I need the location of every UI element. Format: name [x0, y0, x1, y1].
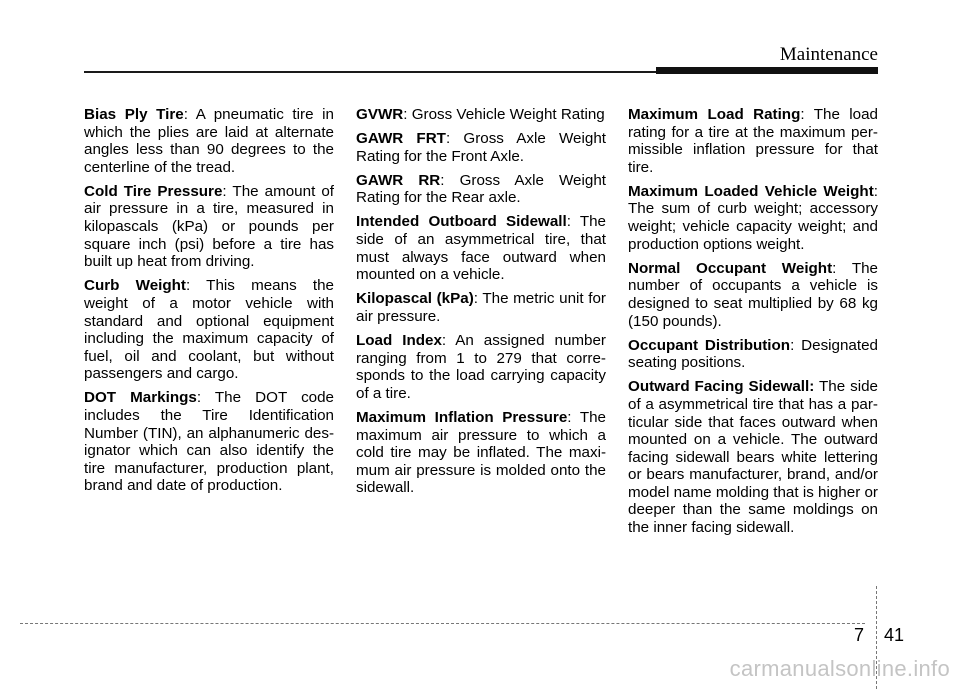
definition-term: Occupant Distribution [628, 336, 791, 354]
definition-text: A pneumatic tire in which the plies are laid at alternate angles less than 90 degrees to the centerline of the tread. [84, 106, 334, 176]
definition-entry [628, 106, 878, 176]
definition-separator: : [183, 106, 196, 123]
column-2 [356, 106, 606, 503]
definition-entry [356, 130, 606, 165]
definition-separator: : [566, 213, 580, 231]
definition-text: The load rating for a tire at the maximum per-missible inflation pressure for that tire. [628, 106, 878, 176]
definition-entry [628, 183, 878, 253]
definition-entry [356, 106, 606, 124]
definition-text: The side of a asymmetrical tire that has a par-ticular side that faces outward when mounted on a vehicle. The outward facing sidewall bears white lettering or bears manufacturer, brand, and/or model name molding that is higher or deeper than the same moldings on the inner facing sidewall. [628, 378, 878, 537]
definition-entry [356, 290, 606, 325]
definition-text: The amount of air pressure in a tire, measured in kilopascals (kPa) or pounds per square inch (psi) before a tire has built up heat from driving. [84, 182, 334, 271]
definition-entry [356, 332, 606, 402]
definition-entry [84, 183, 334, 271]
definition-separator: : [196, 389, 215, 407]
header-rule [84, 71, 666, 73]
definition-text: An assigned number ranging from 1 to 279 that corre-sponds to the load carrying capacity of a tire. [356, 332, 606, 402]
definition-term: Maximum Loaded Vehicle Weight [628, 182, 874, 200]
column-1 [84, 106, 334, 501]
definition-entry [84, 277, 334, 383]
definition-text: The metric unit for air pressure. [356, 290, 606, 325]
definition-term: GVWR [356, 106, 404, 123]
definition-separator: : [403, 106, 412, 123]
definition-separator: : [440, 171, 460, 189]
definition-entry [356, 213, 606, 283]
definition-entry [356, 172, 606, 207]
definition-text: The side of an asymmetrical tire, that must always face outward when mounted on a vehicle. [356, 213, 606, 284]
definition-term: Kilopascal (kPa) [356, 290, 474, 308]
definition-entry [84, 106, 334, 176]
definition-separator: : [186, 277, 207, 295]
definition-text: This means the weight of a motor vehicle with standard and optional equipment including the maximum capacity of fuel, oil and coolant, but without passengers and cargo. [84, 277, 334, 383]
definition-entry [628, 260, 878, 330]
definition-separator: : [567, 408, 580, 426]
definition-term: Cold Tire Pressure [84, 182, 223, 200]
definition-term: Maximum Inflation Pressure [356, 408, 568, 426]
definition-term: GAWR FRT [356, 130, 446, 148]
definition-separator: : [800, 106, 814, 123]
definition-term: GAWR RR [356, 171, 441, 189]
definition-text: Gross Axle Weight Rating for the Front Axle. [356, 130, 606, 165]
section-title: Maintenance [779, 44, 878, 65]
definition-text: Gross Axle Weight Rating for the Rear axle. [356, 171, 606, 207]
chapter-number: 7 [853, 625, 864, 645]
definition-entry [84, 389, 334, 495]
definition-term: Curb Weight [84, 277, 186, 295]
definition-text: Gross Vehicle Weight Rating [411, 106, 605, 123]
definition-term: Normal Occupant Weight [628, 259, 833, 277]
definition-entry [356, 409, 606, 497]
definition-entry [628, 378, 878, 536]
definition-text: The sum of curb weight; accessory weight; vehicle capacity weight; and production options weight. [628, 200, 878, 253]
definition-term: Bias Ply Tire [84, 106, 184, 123]
footer-rule [20, 623, 865, 624]
page-number: 41 [884, 625, 905, 645]
definition-separator: : [445, 130, 464, 148]
definition-separator: : [832, 259, 852, 277]
watermark: carmanualsonline.info [729, 656, 950, 681]
definition-separator: : [441, 332, 456, 350]
definition-separator: : [473, 290, 483, 308]
definition-term: Outward Facing Sidewall: [628, 378, 815, 396]
definition-separator: : [790, 336, 802, 354]
definition-text: Designated seating positions. [628, 336, 878, 372]
definition-term: Maximum Load Rating [628, 106, 801, 123]
column-3 [628, 106, 878, 543]
definition-term: Intended Outboard Sidewall [356, 213, 567, 231]
definition-term: DOT Markings [84, 389, 197, 407]
definition-separator: : [222, 182, 233, 200]
header-rule-accent [656, 67, 878, 74]
definition-entry [628, 337, 878, 372]
definition-text: The maximum air pressure to which a cold tire may be inflated. The maxi-mum air pressure is molded onto the sidewall. [356, 408, 606, 497]
definition-separator: : [873, 182, 878, 200]
definition-term: Load Index [356, 332, 442, 350]
definition-text: The DOT code includes the Tire Identification Number (TIN), an alphanumeric des-ignator which can also identify the tire manufacturer, production plant, brand and date of production. [84, 389, 334, 495]
definition-text: The number of occupants a vehicle is designed to seat multiplied by 68 kg (150 pounds). [628, 259, 878, 330]
